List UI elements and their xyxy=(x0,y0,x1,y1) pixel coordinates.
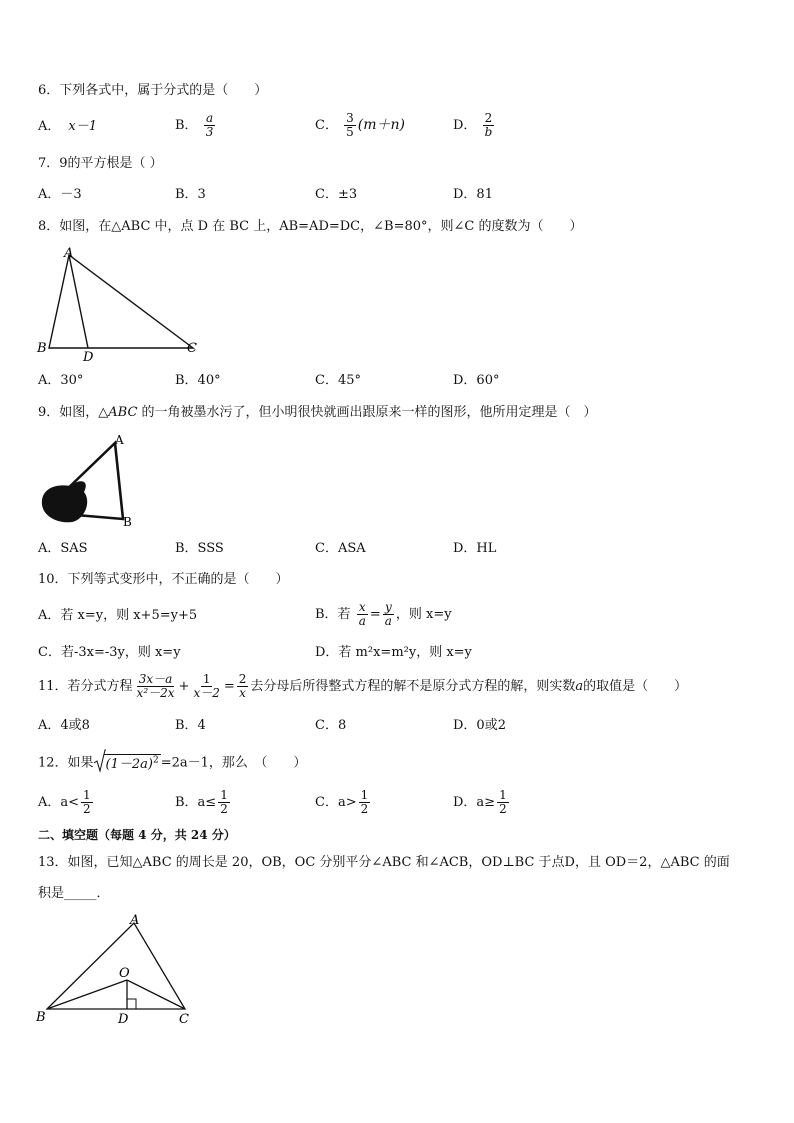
fraction xyxy=(344,112,356,139)
fraction-numerator: 2 xyxy=(238,672,247,686)
option-pre: D．a≥ xyxy=(453,795,496,810)
fraction-denominator: x－2 xyxy=(193,686,220,700)
q12-option-c xyxy=(315,789,372,816)
triangle-abc xyxy=(49,255,193,348)
option-pre: B．a≤ xyxy=(175,795,217,810)
q6-option-c xyxy=(315,112,405,139)
option-label: C． xyxy=(315,118,338,133)
fraction xyxy=(357,601,368,628)
fraction-denominator: 2 xyxy=(499,802,507,816)
q8-option-b: B．40° xyxy=(175,373,221,388)
q6-stem: 6．下列各式中，属于分式的是（ ） xyxy=(38,83,268,98)
q11-option-c: C．8 xyxy=(315,718,347,733)
q10-option-d: D．若 m²x=m²y，则 x=y xyxy=(315,645,472,660)
radical-sign-icon xyxy=(94,749,106,773)
q6-option-a xyxy=(38,118,97,136)
q11-option-d: D．0或2 xyxy=(453,718,506,733)
point-label-a: A xyxy=(64,246,74,261)
fraction-numerator: 1 xyxy=(83,788,91,802)
point-label-b: B xyxy=(123,515,132,529)
fraction-denominator: 2 xyxy=(83,802,91,816)
q11-option-b: B．4 xyxy=(175,718,206,733)
triangle-abc xyxy=(47,923,185,1009)
fraction-denominator: a xyxy=(384,614,392,628)
radicand-expr: (1－2a) xyxy=(105,757,153,773)
q6-option-b xyxy=(175,112,217,139)
q11-stem-pre: 11．若分式方程 xyxy=(38,679,133,694)
q11-stem-post: 去分母后所得整式方程的解不是原分式方程的解，则实数 xyxy=(250,679,576,694)
q9-stem-post: 的一角被墨水污了，但小明很快就画出跟原来一样的图形，他所用定理是（ ） xyxy=(137,405,597,420)
option-post: ，则 x=y xyxy=(395,607,452,622)
point-label-c: C xyxy=(187,341,197,356)
q9-stem-pre: 9．如图，△ xyxy=(38,405,109,420)
fraction-denominator: x²－2x xyxy=(136,686,175,700)
q13-line2: 积是_____． xyxy=(38,886,110,901)
ink-blot-icon xyxy=(42,481,87,522)
fraction xyxy=(135,673,177,700)
fraction-denominator: 2 xyxy=(360,802,369,816)
q12-stem-post: =2a－1，那么 （ ） xyxy=(160,755,307,771)
fraction-denominator: x xyxy=(239,686,246,700)
fraction-denominator: 3 xyxy=(205,125,214,139)
fraction-numerator: x xyxy=(358,600,366,614)
q10-stem: 10．下列等式变形中，不正确的是（ ） xyxy=(38,572,289,587)
paren-expr: (m＋n) xyxy=(357,117,405,133)
option-expr: x－1 xyxy=(68,119,97,134)
q12-option-d xyxy=(453,789,511,816)
point-label-a: A xyxy=(115,433,124,447)
q11-stem-end: 的取值是（ ） xyxy=(583,679,688,694)
q12-stem xyxy=(38,752,306,774)
q9-figure xyxy=(34,432,144,532)
fraction xyxy=(497,789,509,816)
fraction xyxy=(237,673,249,700)
q10-option-b xyxy=(315,601,452,628)
plus-sign: + xyxy=(178,679,190,694)
q8-figure xyxy=(30,244,210,366)
option-pre: B．若 xyxy=(315,607,351,622)
fraction xyxy=(218,789,230,816)
q13-figure xyxy=(30,908,200,1028)
fraction-numerator: y xyxy=(384,600,392,614)
radical xyxy=(94,752,161,774)
q11-var: a xyxy=(575,679,584,694)
q9-option-c: C．ASA xyxy=(315,541,366,556)
q9-option-b: B．SSS xyxy=(175,541,224,556)
q9-stem xyxy=(38,404,597,422)
fraction xyxy=(383,601,394,628)
q6-option-d xyxy=(453,112,496,139)
section-heading: 二、填空题（每题 4 分，共 24 分） xyxy=(38,828,236,842)
fraction-numerator: 3 xyxy=(346,111,354,125)
fraction-denominator: 5 xyxy=(346,125,354,139)
fraction-numerator: 1 xyxy=(220,788,228,802)
point-label-o: O xyxy=(119,966,130,981)
radicand xyxy=(104,754,161,772)
q7-option-b: B．3 xyxy=(175,187,206,202)
fraction xyxy=(191,673,221,700)
option-pre: A．a< xyxy=(38,795,80,810)
fraction xyxy=(81,789,93,816)
q9-stem-abc: ABC xyxy=(108,405,138,420)
fraction-denominator: a xyxy=(358,614,366,628)
fraction-numerator: a xyxy=(205,111,214,125)
segment-ob xyxy=(47,980,127,1009)
fraction-denominator: b xyxy=(484,125,493,139)
q10-option-a: A．若 x=y，则 x+5=y+5 xyxy=(38,608,198,623)
q8-stem: 8．如图，在△ABC 中，点 D 在 BC 上，AB=AD=DC，∠B=80°，则∠C 的度数为（ ） xyxy=(38,219,583,234)
q7-option-d: D．81 xyxy=(453,187,493,202)
q8-option-a: A．30° xyxy=(38,373,84,388)
q8-option-c: C．45° xyxy=(315,373,361,388)
q13-line1: 13．如图，已知△ABC 的周长是 20，OB，OC 分别平分∠ABC 和∠ACB，OD⊥BC 于点D，且 OD＝2，△ABC 的面 xyxy=(38,855,730,870)
q8-option-d: D．60° xyxy=(453,373,500,388)
q12-option-a xyxy=(38,789,95,816)
point-label-a: A xyxy=(130,913,140,928)
point-label-d: D xyxy=(83,350,94,365)
point-label-b: B xyxy=(37,341,47,356)
q12-option-b xyxy=(175,789,232,816)
point-label-b: B xyxy=(36,1010,46,1025)
fraction-numerator: 3x－a xyxy=(138,672,173,686)
q12-stem-pre: 12．如果 xyxy=(38,755,94,771)
equals-sign: = xyxy=(223,679,235,694)
equals-sign: = xyxy=(369,607,381,622)
q7-option-a: A．－3 xyxy=(38,187,82,202)
fraction-numerator: 1 xyxy=(202,672,211,686)
right-angle-icon xyxy=(127,999,136,1009)
option-label: D． xyxy=(453,118,477,133)
fraction-numerator: 1 xyxy=(499,788,507,802)
fraction xyxy=(483,112,495,139)
exponent: 2 xyxy=(152,756,159,766)
q9-option-d: D．HL xyxy=(453,541,497,556)
point-label-d: D xyxy=(118,1012,129,1027)
option-label: B． xyxy=(175,118,198,133)
fraction-denominator: 2 xyxy=(220,802,228,816)
option-label: A． xyxy=(38,119,61,134)
fraction xyxy=(204,112,216,139)
q11-option-a: A．4或8 xyxy=(38,718,90,733)
segment-ad xyxy=(69,255,88,348)
q10-option-c: C．若-3x=-3y，则 x=y xyxy=(38,645,181,660)
fraction-numerator: 2 xyxy=(484,111,493,125)
q7-stem: 7．9的平方根是（ ） xyxy=(38,156,163,171)
q7-option-c: C．±3 xyxy=(315,187,358,202)
fraction-numerator: 1 xyxy=(360,788,369,802)
point-label-c: C xyxy=(179,1012,189,1027)
option-pre: C．a> xyxy=(315,795,357,810)
q11-stem xyxy=(38,673,687,700)
q9-option-a: A．SAS xyxy=(38,541,88,556)
fraction xyxy=(359,789,371,816)
